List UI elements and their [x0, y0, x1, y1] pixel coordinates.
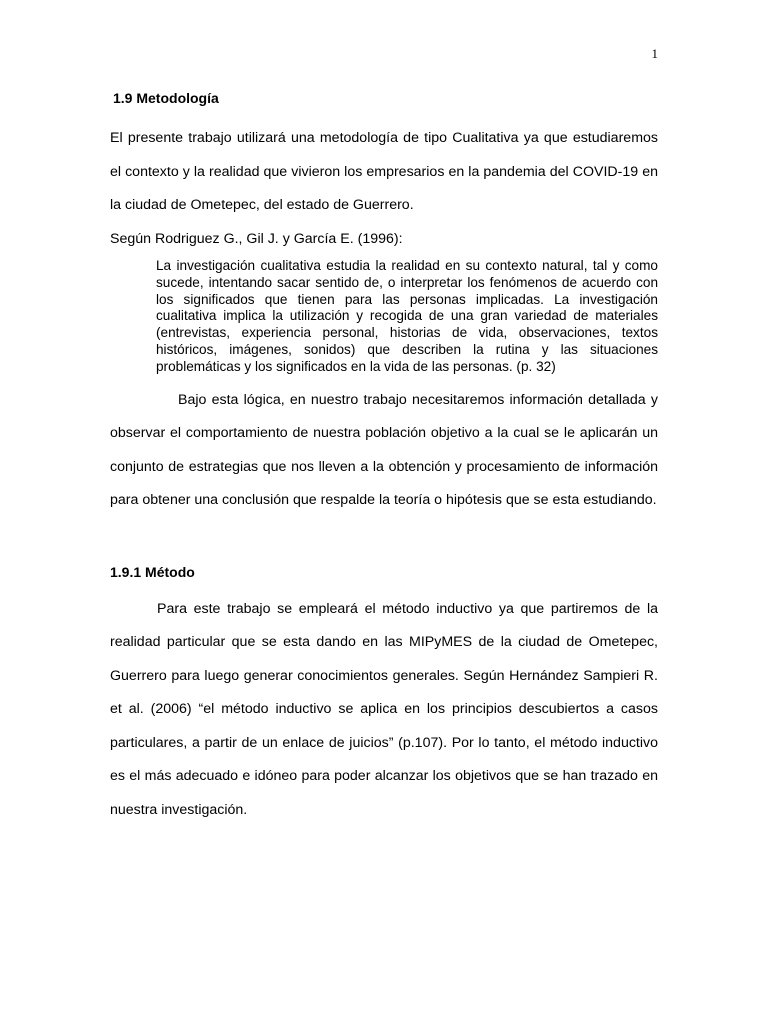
section-heading: 1.9 Metodología	[113, 90, 219, 106]
method-paragraph: Para este trabajo se empleará el método inductivo ya que partiremos de la realidad particular que se esta dando en las MIPyMES de la ciudad de Ometepec, Guerrero para luego generar conocimientos generales. Según Hernández Sampieri R. et al. (2006) “el método inductivo se aplica en los principios descubiertos a casos particulares, a partir de un enlace de juicios” (p.107). Por lo tanto, el método inductivo es el más adecuado e idóneo para poder alcanzar los objetivos que se han trazado en nuestra investigación.	[110, 600, 658, 818]
methodology-paragraph: El presente trabajo utilizará una metodología de tipo Cualitativa ya que estudiaremos el contexto y la realidad que vivieron los empresarios en la pandemia del COVID-19 en la ciudad de Ometepec, del estado de Guerrero.	[110, 130, 658, 213]
block-quote: La investigación cualitativa estudia la realidad en su contexto natural, tal y como sucede, intentando sacar sentido de, o interpretar los fenómenos de acuerdo con los significados que tienen para las personas implicadas. La investigación cualitativa implica la utilización y recogida de una gran variedad de materiales (entrevistas, experiencia personal, historias de vida, observaciones, textos históricos, imágenes, sonidos) que describen la rutina y las situaciones problemáticas y los significados en la vida de las personas. (p. 32)	[156, 258, 658, 374]
subsection-heading: 1.9.1 Método	[110, 563, 195, 580]
document-body	[110, 88, 658, 827]
logic-paragraph: Bajo esta lógica, en nuestro trabajo necesitaremos información detallada y observar el comportamiento de nuestra población objetivo a la cual se le aplicarán un conjunto de estrategias que nos lleven a la obtención y procesamiento de información para obtener una conclusión que respalde la teoría o hipótesis que se esta estudiando.	[110, 391, 658, 509]
page-number: 1	[651, 46, 658, 61]
citation-intro: Según Rodriguez G., Gil J. y García E. (1996):	[110, 230, 403, 247]
